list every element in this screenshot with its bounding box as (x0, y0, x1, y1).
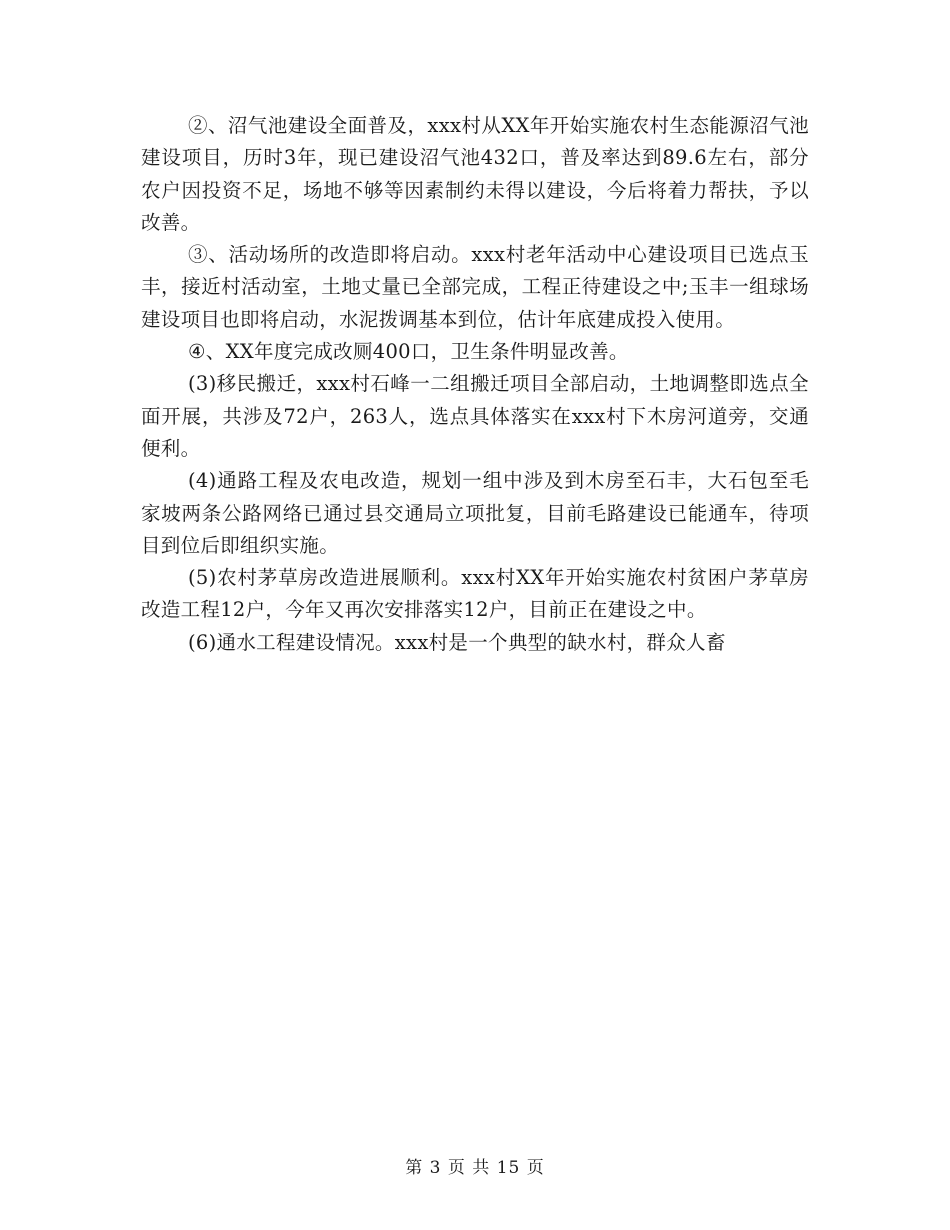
paragraph-road-power: (4)通路工程及农电改造，规划一组中涉及到木房至石丰，大石包至毛家坡两条公路网络已通过县交通局立项批复，目前毛路建设已能通车，待项目到位后即组织实施。 (141, 469, 809, 557)
paragraph-biogas: ②、沼气池建设全面普及，xxx村从XX年开始实施农村生态能源沼气池建设项目，历时3年，现已建设沼气池432口，普及率达到89.6左右，部分农户因投资不足，场地不够等因素制约未得以建设，今后将着力帮扶，予以改善。 (141, 114, 809, 234)
page-number-footer: 第 3 页 共 15 页 (405, 1158, 545, 1178)
paragraph-relocation: (3)移民搬迁，xxx村石峰一二组搬迁项目全部启动，土地调整即选点全面开展，共涉及72户，263人，选点具体落实在xxx村下木房河道旁，交通便利。 (141, 372, 809, 460)
paragraph-toilet-renovation: ④、XX年度完成改厕400口，卫生条件明显改善。 (188, 340, 629, 364)
paragraph-water-supply: (6)通水工程建设情况。xxx村是一个典型的缺水村，群众人畜 (188, 630, 726, 654)
paragraph-activity-venue: ③、活动场所的改造即将启动。xxx村老年活动中心建设项目已选点玉丰，接近村活动室，土地丈量已全部完成，工程正待建设之中;玉丰一组球场建设项目也即将启动，水泥拨调基本到位，估计年底建成投入使用。 (141, 243, 809, 331)
paragraph-thatched-house: (5)农村茅草房改造进展顺利。xxx村XX年开始实施农村贫困户茅草房改造工程12户，今年又再次安排落实12户，目前正在建设之中。 (141, 566, 809, 622)
document-body (141, 110, 809, 659)
